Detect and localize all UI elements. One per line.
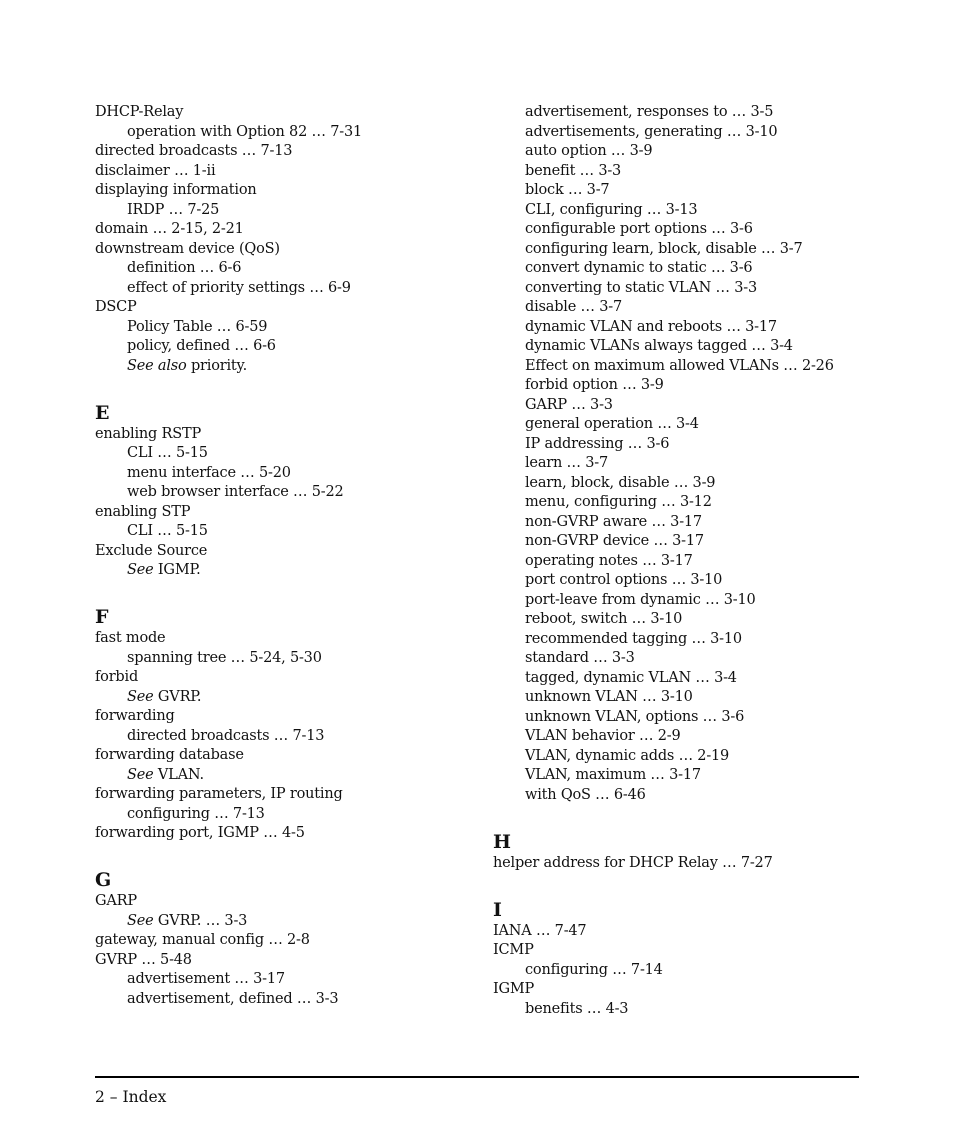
index-subentry: configurable port options … 3-6 [525, 221, 753, 237]
index-subentry: advertisement, defined … 3-3 [127, 990, 339, 1007]
index-letter-heading: E [95, 401, 110, 424]
index-entry: forwarding [95, 708, 175, 724]
index-subentry: non-GVRP aware … 3-17 [525, 513, 702, 530]
index-subentry: CLI … 5-15 [127, 523, 208, 539]
index-subentry [95, 912, 475, 932]
index-subentry: convert dynamic to static … 3-6 [525, 260, 753, 276]
index-subentry: effect of priority settings … 6-9 [127, 279, 351, 296]
index-subentry: dynamic VLAN and reboots … 3-17 [525, 318, 777, 335]
index-entry: forwarding port, IGMP … 4-5 [95, 825, 305, 841]
see-reference-target: VLAN. [153, 766, 204, 783]
index-letter-heading: I [493, 898, 502, 921]
index-entry: downstream device (QoS) [95, 240, 280, 257]
index-subentry: auto option … 3-9 [525, 143, 653, 159]
index-subentry: spanning tree … 5-24, 5-30 [127, 649, 322, 666]
index-column-left [95, 103, 475, 1009]
index-subentry: GARP … 3-3 [525, 396, 613, 413]
index-subentry: disable … 3-7 [525, 299, 622, 315]
index-letter-heading: F [95, 606, 109, 628]
index-subentry: Policy Table … 6-59 [127, 318, 268, 335]
index-subentry: port-leave from dynamic … 3-10 [525, 591, 756, 608]
index-entry: IANA … 7-47 [493, 922, 587, 939]
see-reference-label: See [127, 688, 154, 705]
index-letter-heading: G [95, 869, 112, 891]
see-reference-target: GVRP. … 3-3 [153, 912, 248, 929]
index-subentry: menu interface … 5-20 [127, 464, 291, 481]
footer-rule [95, 1076, 859, 1078]
index-entry: directed broadcasts … 7-13 [95, 143, 293, 159]
index-subentry: dynamic VLANs always tagged … 3-4 [525, 338, 793, 354]
index-subentry: benefit … 3-3 [525, 162, 622, 179]
index-subentry: converting to static VLAN … 3-3 [525, 279, 757, 296]
see-reference-label: See [127, 912, 154, 929]
index-subentry: block … 3-7 [525, 182, 610, 198]
index-subentry: policy, defined … 6-6 [127, 338, 276, 354]
index-subentry [95, 357, 475, 377]
index-subentry: operating notes … 3-17 [525, 552, 693, 569]
index-subentry: configuring … 7-14 [525, 961, 663, 978]
index-subentry: general operation … 3-4 [525, 416, 699, 432]
index-subentry: Effect on maximum allowed VLANs … 2-26 [525, 357, 834, 374]
index-subentry: web browser interface … 5-22 [127, 484, 344, 500]
index-entry: GARP [95, 893, 137, 909]
index-subentry: forbid option … 3-9 [525, 377, 664, 393]
index-entry: IGMP [493, 981, 535, 997]
index-subentry: configuring … 7-13 [127, 805, 265, 822]
index-subentry: benefits … 4-3 [525, 1000, 629, 1017]
see-reference-label: See also [127, 357, 187, 374]
index-letter-heading: H [493, 830, 511, 853]
index-subentry: reboot, switch … 3-10 [525, 611, 683, 627]
index-entry: helper address for DHCP Relay … 7-27 [493, 854, 773, 871]
index-entry: displaying information [95, 182, 257, 198]
index-subentry: directed broadcasts … 7-13 [127, 727, 325, 744]
index-entry: enabling STP [95, 503, 191, 520]
section-spacer [493, 873, 893, 893]
index-entry: forwarding database [95, 747, 244, 763]
index-subentry: standard … 3-3 [525, 650, 635, 666]
index-subentry: advertisement, responses to … 3-5 [525, 104, 774, 120]
index-entry: ICMP [493, 942, 534, 958]
index-subentry: learn, block, disable … 3-9 [525, 474, 716, 491]
index-entry: enabling RSTP [95, 425, 202, 442]
index-subentry: port control options … 3-10 [525, 572, 723, 588]
index-subentry: recommended tagging … 3-10 [525, 630, 742, 647]
index-subentry [95, 561, 475, 581]
index-entry: fast mode [95, 630, 166, 646]
see-reference-label: See [127, 766, 154, 783]
index-subentry: VLAN, dynamic adds … 2-19 [525, 747, 730, 764]
see-reference-label: See [127, 562, 154, 578]
index-subentry: definition … 6-6 [127, 260, 242, 276]
index-subentry: IRDP … 7-25 [127, 201, 220, 218]
section-spacer [95, 581, 475, 601]
index-entry: GVRP … 5-48 [95, 951, 192, 968]
index-subentry: CLI … 5-15 [127, 445, 208, 461]
index-subentry: operation with Option 82 … 7-31 [127, 123, 362, 140]
index-entry: gateway, manual config … 2-8 [95, 932, 310, 948]
index-subentry: unknown VLAN, options … 3-6 [525, 708, 745, 725]
index-subentry: IP addressing … 3-6 [525, 435, 670, 452]
see-reference-target: priority. [186, 357, 248, 374]
page-footer: 2 – Index [95, 1088, 167, 1106]
index-entry: Exclude Source [95, 542, 208, 559]
section-spacer [493, 805, 893, 825]
section-spacer [95, 844, 475, 864]
index-subentry: CLI, configuring … 3-13 [525, 201, 698, 218]
index-subentry: with QoS … 6-46 [525, 786, 646, 803]
index-subentry: VLAN, maximum … 3-17 [525, 767, 701, 783]
index-subentry: non-GVRP device … 3-17 [525, 533, 704, 549]
index-column-right [493, 103, 893, 1019]
index-entry: DSCP [95, 299, 137, 315]
index-entry: disclaimer … 1-ii [95, 162, 216, 179]
index-entry: DHCP-Relay [95, 104, 184, 120]
index-subentry: menu, configuring … 3-12 [525, 494, 712, 510]
index-subentry: advertisements, generating … 3-10 [525, 123, 778, 140]
section-spacer [95, 376, 475, 396]
index-subentry: configuring learn, block, disable … 3-7 [525, 240, 803, 257]
see-reference-target: IGMP. [153, 562, 201, 578]
index-subentry: advertisement … 3-17 [127, 971, 285, 987]
index-entry: forwarding parameters, IP routing [95, 786, 343, 802]
index-subentry: VLAN behavior … 2-9 [525, 728, 681, 744]
index-subentry: learn … 3-7 [525, 455, 609, 471]
index-subentry [95, 766, 475, 786]
index-entry: domain … 2-15, 2-21 [95, 221, 244, 237]
index-entry: forbid [95, 669, 139, 685]
index-subentry: tagged, dynamic VLAN … 3-4 [525, 669, 737, 686]
index-subentry: unknown VLAN … 3-10 [525, 689, 693, 705]
see-reference-target: GVRP. [153, 688, 202, 705]
index-subentry [95, 688, 475, 708]
